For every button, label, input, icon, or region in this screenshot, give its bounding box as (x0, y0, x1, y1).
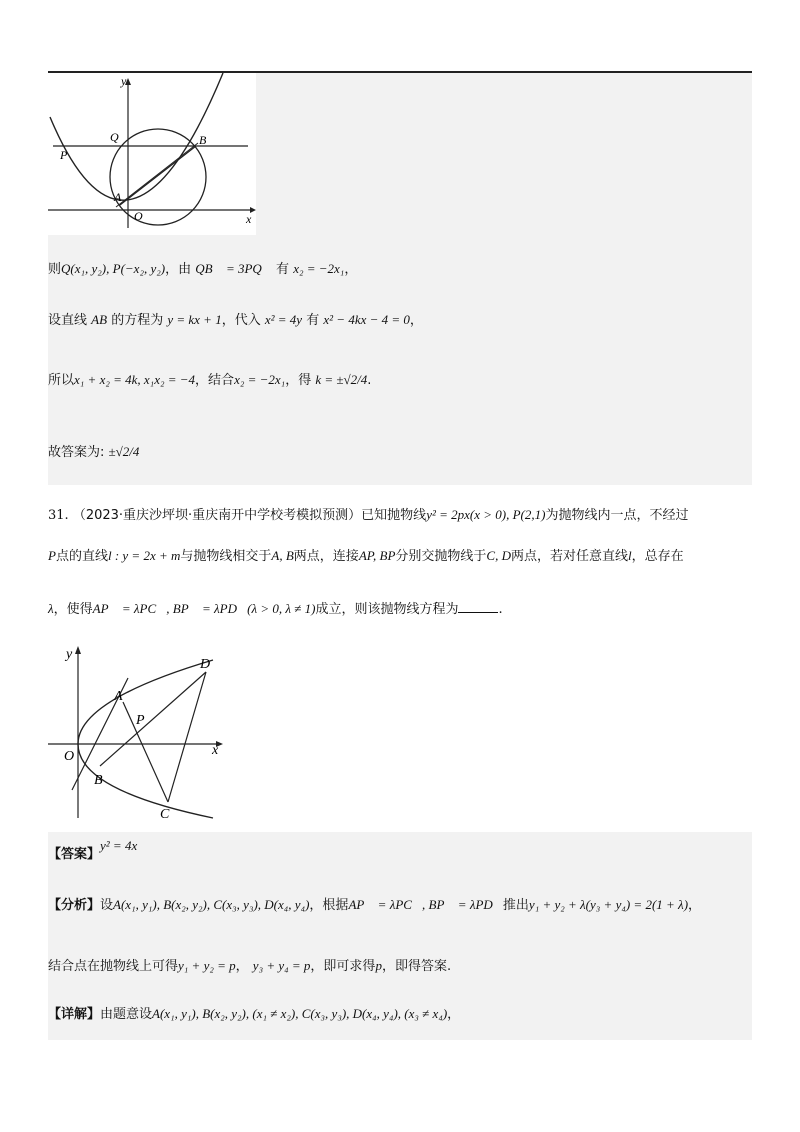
text: 由题意设 (100, 1007, 153, 1022)
question-line-1 (48, 505, 688, 526)
math: p (375, 958, 382, 973)
label-c: C (160, 807, 170, 822)
text: ，得 (285, 373, 312, 388)
text: 有 (306, 313, 320, 328)
math: ±√2/4 (108, 444, 140, 459)
math: x₂ = −2x₁ (293, 261, 345, 276)
math: AP⃗ = λPC⃗, BP⃗ = λPD⃗ (348, 897, 503, 912)
text: 与抛物线相交于 (180, 549, 272, 564)
label-d: D (200, 657, 211, 672)
text: 则 (48, 262, 62, 277)
label-q: Q (110, 130, 119, 144)
math: A, B (271, 548, 294, 563)
figure-parabola-chords (48, 640, 238, 830)
analysis-line-1 (48, 895, 701, 916)
question-number: 31. (48, 508, 69, 523)
text: 故答案为: (48, 445, 105, 460)
y-axis-arrow (75, 646, 81, 654)
math: QB⃗ = 3PQ⃗ (195, 261, 272, 276)
math: l : y = 2x + m (107, 548, 181, 563)
chord-ab (120, 146, 196, 205)
solution-line-3 (48, 370, 371, 391)
line-ac (123, 702, 168, 802)
text: 点的直线 (55, 549, 108, 564)
answer-tag: 【答案】 (48, 847, 101, 862)
label-x: x (246, 212, 252, 226)
math: y² = 2px(x > 0), P(2,1) (426, 507, 546, 522)
answer-blank (458, 600, 498, 613)
line-bd (100, 672, 206, 766)
text: ， (447, 1007, 461, 1022)
math: A(x₁, y₁), B(x₂, y₂), (x₁ ≠ x₂), C(x₃, y₃), D(x₄, y₄), (x₃ ≠ x₄) (152, 1006, 448, 1021)
math: y = kx + 1 (167, 312, 222, 327)
label-a: A (114, 689, 123, 704)
detail-tag: 【详解】 (48, 1007, 101, 1022)
solution-line-4 (48, 442, 139, 463)
text: 所以 (48, 373, 75, 388)
analysis-tag: 【分析】 (48, 898, 101, 913)
line-cd (168, 672, 206, 802)
detail-line (48, 1004, 460, 1025)
math: x₂ = −2x₁ (234, 372, 286, 387)
question-source: （2023·重庆沙坪坝·重庆南开中学校考模拟预测）已知抛物线 (72, 508, 427, 523)
math: AP⃗ = λPC⃗, BP⃗ = λPD⃗(λ > 0, λ ≠ 1) (92, 601, 316, 616)
label-b: B (94, 773, 103, 788)
label-x: x (212, 743, 219, 758)
label-y: y (66, 647, 73, 662)
math: C, D (486, 548, 511, 563)
math: x₁ + x₂ = 4k, x₁x₂ = −4 (74, 372, 196, 387)
text: 成立，则该抛物线方程为 (315, 602, 459, 617)
label-o: O (134, 209, 143, 223)
math: P (48, 548, 56, 563)
text: 设 (100, 898, 114, 913)
math: k = ±√2/4 (315, 372, 368, 387)
text: ，结合 (195, 373, 235, 388)
text: 分别交抛物线于 (395, 549, 487, 564)
label-y: y (121, 74, 127, 88)
text: . (498, 602, 503, 617)
text: . (367, 373, 372, 388)
analysis-line-2 (48, 956, 451, 977)
text: ， (235, 959, 249, 974)
label-p: P (60, 148, 68, 162)
text: ，代入 (221, 313, 261, 328)
label-p: P (136, 713, 145, 728)
text: 推出 (502, 898, 529, 913)
text: ，使得 (53, 602, 93, 617)
label-o: O (64, 749, 75, 764)
math: A(x₁, y₁), B(x₂, y₂), C(x₃, y₃), D(x₄, y₄) (113, 897, 310, 912)
text: 两点，连接 (293, 549, 359, 564)
math: y₁ + y₂ = p (178, 958, 236, 973)
math: y₃ + y₄ = p (252, 958, 311, 973)
label-b: B (199, 133, 207, 147)
math: y₁ + y₂ + λ(y₃ + y₄) = 2(1 + λ) (528, 897, 689, 912)
label-a: A (114, 190, 122, 204)
text: 结合点在抛物线上可得 (48, 959, 179, 974)
text: ， (409, 313, 423, 328)
math: Q(x₁, y₂), P(−x₂, y₂) (61, 261, 166, 276)
text: ，即可求得 (310, 959, 376, 974)
math: AB (91, 312, 108, 327)
math: λ (48, 601, 54, 616)
text: ， (688, 898, 702, 913)
text: ，即得答案. (381, 959, 452, 974)
text: ，总存在 (631, 549, 684, 564)
math: l (628, 548, 632, 563)
text: 有 (276, 262, 290, 277)
question-line-3 (48, 599, 503, 620)
solution-line-2 (48, 310, 423, 331)
circle (110, 129, 206, 225)
text: ，由 (165, 262, 192, 277)
solution-line-1 (48, 259, 357, 280)
text: ，根据 (309, 898, 349, 913)
answer-line (48, 838, 138, 865)
math: x² = 4y (264, 312, 303, 327)
question-line-2 (48, 546, 684, 567)
text: 的方程为 (111, 313, 164, 328)
text: 两点，若对任意直线 (510, 549, 628, 564)
parabola (50, 73, 223, 200)
text: 为抛物线内一点，不经过 (545, 508, 689, 523)
figure-parabola-circle (48, 73, 258, 235)
text: 设直线 (48, 313, 88, 328)
math: AP, BP (358, 548, 396, 563)
text: ， (344, 262, 358, 277)
math: x² − 4kx − 4 = 0 (323, 312, 410, 327)
answer-math: y² = 4x (100, 838, 138, 853)
